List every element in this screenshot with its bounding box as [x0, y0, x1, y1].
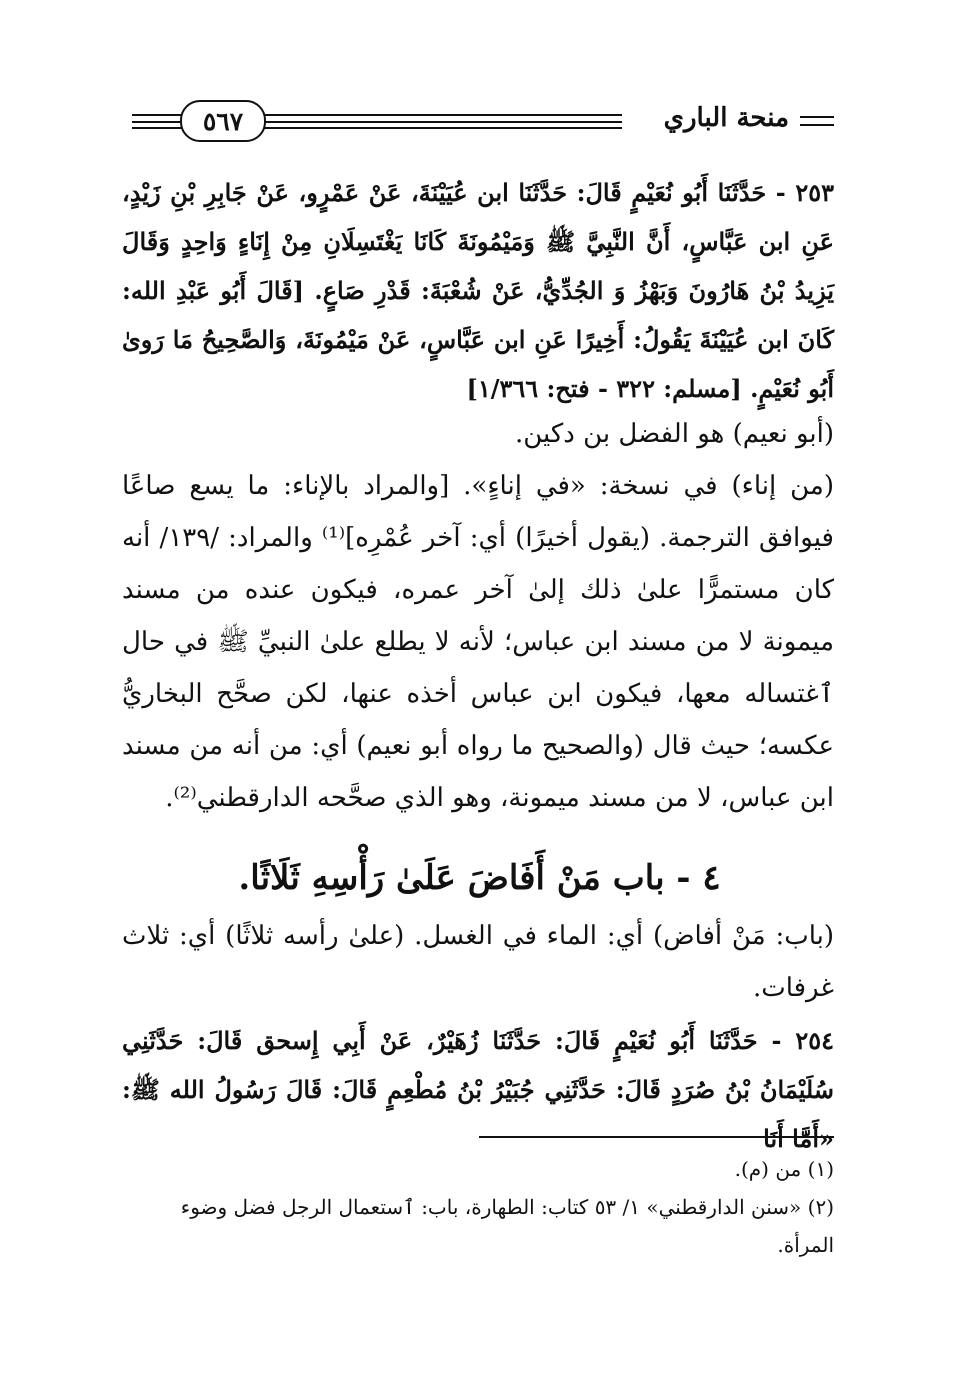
- commentary-paragraph: (باب: مَنْ أفاض) أي: الماء في الغسل. (علىٰ رأسه ثلاثًا) أي: ثلاث غرفات.: [122, 921, 834, 1003]
- hadith-253: ٢٥٣ - حَدَّثَنَا أَبُو نُعَيْمٍ قَالَ: حَدَّثَنَا ابن عُيَيْنَةَ، عَنْ عَمْرٍو، عَنْ جَابِرِ بْنِ زَيْدٍ، عَنِ ابن عَبَّاسٍ، أَنَّ النَّبِيَّ ﷺ وَمَيْمُونَةَ كَانَا يَغْتَسِلَانِ مِنْ إِنَاءٍ وَاحِدٍ وَقَالَ يَزِيدُ بْنُ هَارُونَ وَبَهْزُ وَ الجُدِّيُّ، عَنْ شُعْبَةَ: قَدْرِ صَاعٍ. [قَالَ أَبُو عَبْدِ الله: كَانَ ابن عُيَيْنَةَ يَقُولُ: أَخِيرًا عَنِ ابن عَبَّاسٍ، عَنْ مَيْمُونَةَ، وَالصَّحِيحُ مَا رَوىٰ أَبُو نُعَيْمٍ. [مسلم: ٣٢٢ - فتح: ١/٣٦٦]: [122, 178, 835, 403]
- header-rule: [262, 127, 622, 129]
- chapter-title: ٤ - باب مَنْ أَفَاضَ عَلَىٰ رَأْسِهِ ثَلَاثًا.: [238, 858, 721, 898]
- header-rule: [132, 114, 182, 116]
- commentary-paragraph: (أبو نعيم) هو الفضل بن دكين.: [515, 419, 834, 449]
- header-rule: [132, 127, 182, 129]
- footnotes: [122, 1150, 834, 1264]
- header-rule: [800, 124, 834, 126]
- commentary-paragraph: (من إناء) في نسخة: «في إناءٍ». [والمراد بالإناء: ما يسع صاعًا فيوافق الترجمة. (يقول أخيرًا) أي: آخر عُمْرِه]⁽¹⁾ والمراد: /١٣٩/ أنه كان مستمرًّا علىٰ ذلك إلىٰ آخر عمره، فيكون عنده من مسند ميمونة لا من مسند ابن عباس؛ لأنه لا يطلع علىٰ النبيِّ ﷺ في حال ٱغتساله معها، فيكون ابن عباس أخذه عنها، لكن صحَّح البخاريُّ عكسه؛ حيث قال (والصحيح ما رواه أبو نعيم) أي: من أنه من مسند ابن عباس، لا من مسند ميمونة، وهو الذي صحَّحه الدارقطني⁽²⁾.: [122, 471, 834, 813]
- hadith-254: ٢٥٤ - حَدَّثَنَا أَبُو نُعَيْمٍ قَالَ: حَدَّثَنَا زُهَيْرٌ، عَنْ أَبِي إِسحق قَالَ: حَدَّثَنِي سُلَيْمَانُ بْنُ صُرَدٍ قَالَ: حَدَّثَنِي جُبَيْرُ بْنُ مُطْعِمٍ قَالَ: قَالَ رَسُولُ الله ﷺ: «أَمَّا أَنَا: [122, 1026, 834, 1153]
- header-rule: [262, 121, 622, 123]
- page-number: ٥٦٧: [180, 100, 266, 142]
- header-rule: [132, 121, 182, 123]
- running-title: منحة الباري: [663, 103, 789, 133]
- footnote-separator: [479, 1136, 834, 1138]
- header-rule: [262, 114, 622, 116]
- footnote-2: (٢) «سنن الدارقطني» ١/ ٥٣ كتاب: الطهارة، باب: ٱستعمال الرجل فضل وضوء المرأة.: [180, 1195, 834, 1257]
- header-rule: [800, 116, 834, 118]
- footnote-1: (١) من (م).: [734, 1157, 834, 1181]
